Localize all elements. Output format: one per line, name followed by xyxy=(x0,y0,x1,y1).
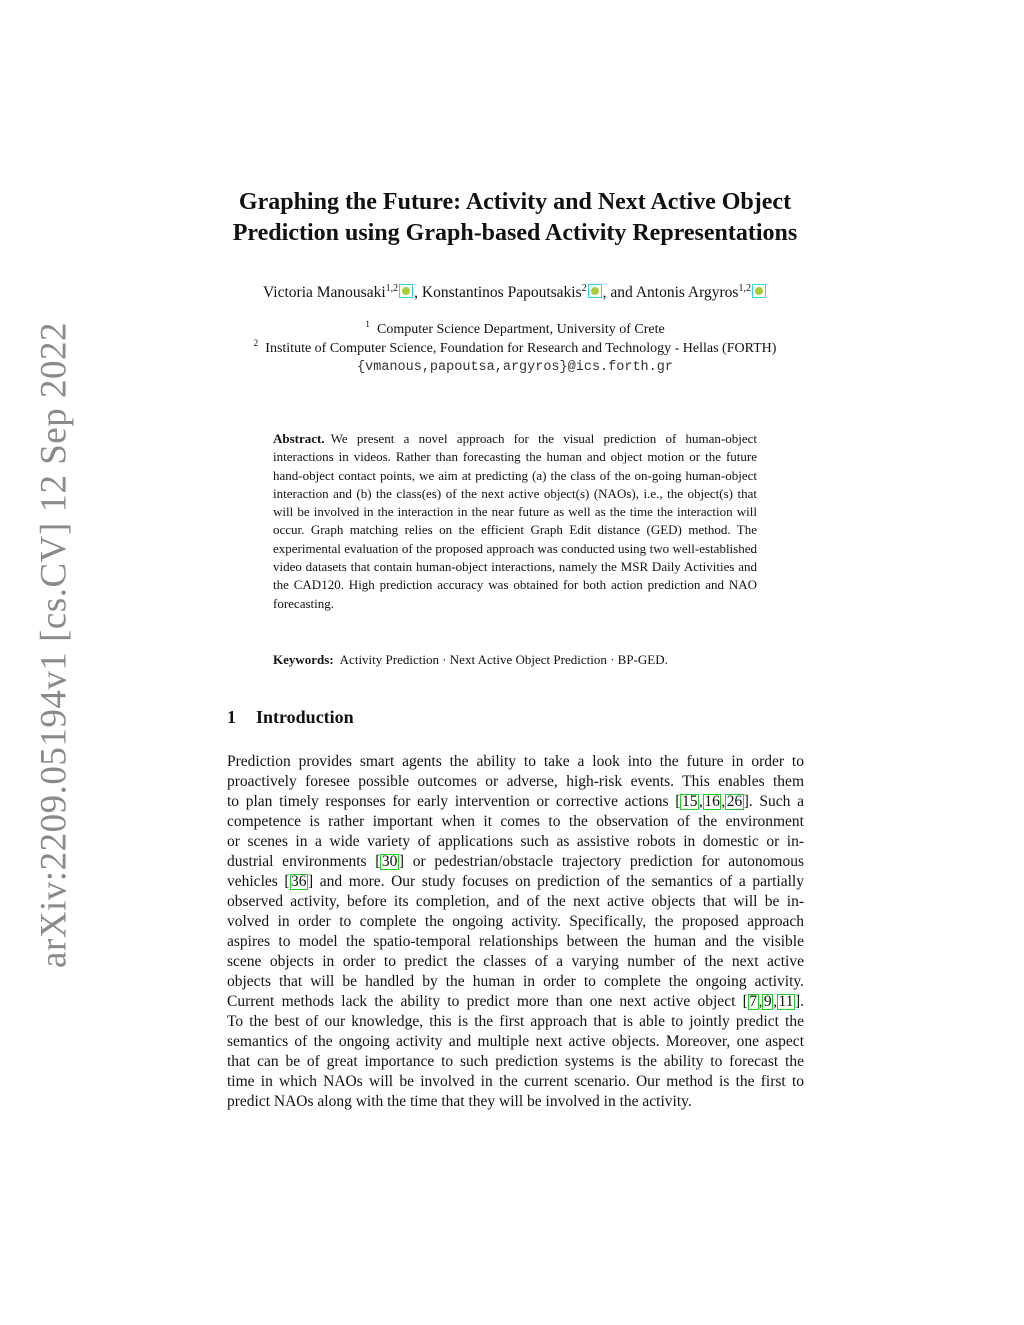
text-span: vehicles [ xyxy=(227,873,290,890)
text-line: time in which NAOs will be involved in the current scenario. Our method is the first to xyxy=(227,1073,804,1090)
orcid-icon[interactable] xyxy=(588,284,602,298)
abstract-label: Abstract. xyxy=(273,431,325,446)
text-line: observed activity, before its completion, and of the next active objects that will be in- xyxy=(227,893,804,910)
author-list xyxy=(200,284,830,302)
orcid-icon[interactable] xyxy=(399,284,413,298)
author-affil-mark: 1,2 xyxy=(385,283,399,294)
citation-link[interactable]: 9 xyxy=(763,993,772,1010)
keywords-label: Keywords: xyxy=(273,652,334,667)
intro-paragraph xyxy=(227,752,804,1112)
title-line-1: Graphing the Future: Activity and Next Active Object xyxy=(238,189,792,215)
author-name: Victoria Manousaki xyxy=(263,284,386,301)
title-line-2: Prediction using Graph-based Activity Representations xyxy=(232,220,798,246)
paper-title xyxy=(200,187,830,249)
affiliation-line xyxy=(200,339,830,358)
affiliation-line xyxy=(200,320,830,339)
text-span: to plan timely responses for early intervention or corrective actions [ xyxy=(227,793,681,810)
text-line: aspires to model the spatio-temporal relationships between the human and the visible xyxy=(227,933,804,950)
citation-link[interactable]: 7 xyxy=(749,993,758,1010)
author-emails: {vmanous,papoutsa,argyros}@ics.forth.gr xyxy=(357,360,673,375)
text-span: Current methods lack the ability to predict more than one next active object [ xyxy=(227,993,748,1010)
citation-link[interactable]: 26 xyxy=(726,793,743,810)
text-line: Current methods lack the ability to predict more than one next active object [7,9,11]. xyxy=(227,993,804,1010)
text-line: to plan timely responses for early intervention or corrective actions [15,16,26]. Such a xyxy=(227,793,804,810)
affiliation-text: Computer Science Department, University of Crete xyxy=(377,322,665,337)
text-line: proactively foresee possible outcomes or adverse, high-risk events. This enables them xyxy=(227,773,804,790)
citation-link[interactable]: 11 xyxy=(778,993,794,1010)
section-title: Introduction xyxy=(256,707,354,727)
author-separator: , xyxy=(414,284,422,301)
author-separator: , and xyxy=(602,284,636,301)
author-affil-mark: 1,2 xyxy=(738,283,751,294)
text-span: ] or pedestrian/obstacle trajectory prediction for autonomous xyxy=(398,853,804,870)
arxiv-side-stamp: arXiv:2209.05194v1 [cs.CV] 12 Sep 2022 xyxy=(33,322,75,968)
citation-link[interactable]: 15 xyxy=(681,793,698,810)
abstract xyxy=(273,430,757,613)
text-line: that can be of great importance to such prediction systems is the ability to forecast the xyxy=(227,1053,804,1070)
text-line: To the best of our knowledge, this is the first approach that is able to jointly predict the xyxy=(227,1013,804,1030)
text-line: Prediction provides smart agents the ability to take a look into the future in order to xyxy=(227,753,804,770)
author-affil-mark: 2 xyxy=(581,283,587,294)
citation-link[interactable]: 16 xyxy=(704,793,720,810)
affiliations xyxy=(200,320,830,377)
text-line: scene objects in order to predict the classes of a varying number of the next active xyxy=(227,953,804,970)
text-line xyxy=(227,852,804,872)
author-name: Antonis Argyros xyxy=(635,284,739,301)
text-line: competence is rather important when it comes to the observation of the environment xyxy=(227,813,804,830)
citation-link[interactable]: 36 xyxy=(291,873,307,890)
section-number: 1 xyxy=(227,707,236,727)
keywords xyxy=(273,652,757,668)
affiliation-number: 1 xyxy=(365,320,371,330)
text-line: or scenes in a wide variety of applications such as assistive robots in domestic or in- xyxy=(227,833,804,850)
text-line: objects that will be handled by the human in order to complete the ongoing activity. xyxy=(227,973,804,990)
affiliation-number: 2 xyxy=(253,339,259,349)
text-line: predict NAOs along with the time that they will be involved in the activity. xyxy=(227,1093,692,1110)
author-name: Konstantinos Papoutsakis xyxy=(421,284,582,301)
text-line xyxy=(227,872,804,892)
section-heading xyxy=(227,707,354,728)
text-span: dustrial environments [ xyxy=(227,853,381,870)
abstract-text: We present a novel approach for the visual prediction of human-object interactions in videos. Rather than forecasting the human and object motion or the future hand-object contact points, we aim at predicting (a) the class of the on-going human-object interaction and (b) the class(es) of the next active object(s) (NAOs), i.e., the object(s) that will be involved in the interaction in the near future as well as the time the interaction will occur. Graph matching relies on the efficient Graph Edit distance (GED) method. The experimental evaluation of the proposed approach was conducted using two well-established video datasets that contain human-object interactions, namely the MSR Daily Activities and the CAD120. High prediction accuracy was obtained for both action prediction and NAO forecasting. xyxy=(273,431,757,611)
keywords-text: Activity Prediction · Next Active Object Prediction · BP-GED. xyxy=(339,652,668,667)
text-line: semantics of the ongoing activity and multiple next active objects. Moreover, one aspect xyxy=(227,1033,804,1050)
text-span: ]. Such a xyxy=(743,793,804,810)
orcid-icon[interactable] xyxy=(752,284,766,298)
affiliation-text: Institute of Computer Science, Foundation for Research and Technology - Hellas (FORTH) xyxy=(265,341,777,356)
citation-link[interactable]: 30 xyxy=(381,853,398,870)
text-span: ]. xyxy=(794,993,804,1010)
text-span: ] and more. Our study focuses on prediction of the semantics of a partially xyxy=(308,873,804,890)
text-line: volved in order to complete the ongoing activity. Specifically, the proposed approach xyxy=(227,913,804,930)
